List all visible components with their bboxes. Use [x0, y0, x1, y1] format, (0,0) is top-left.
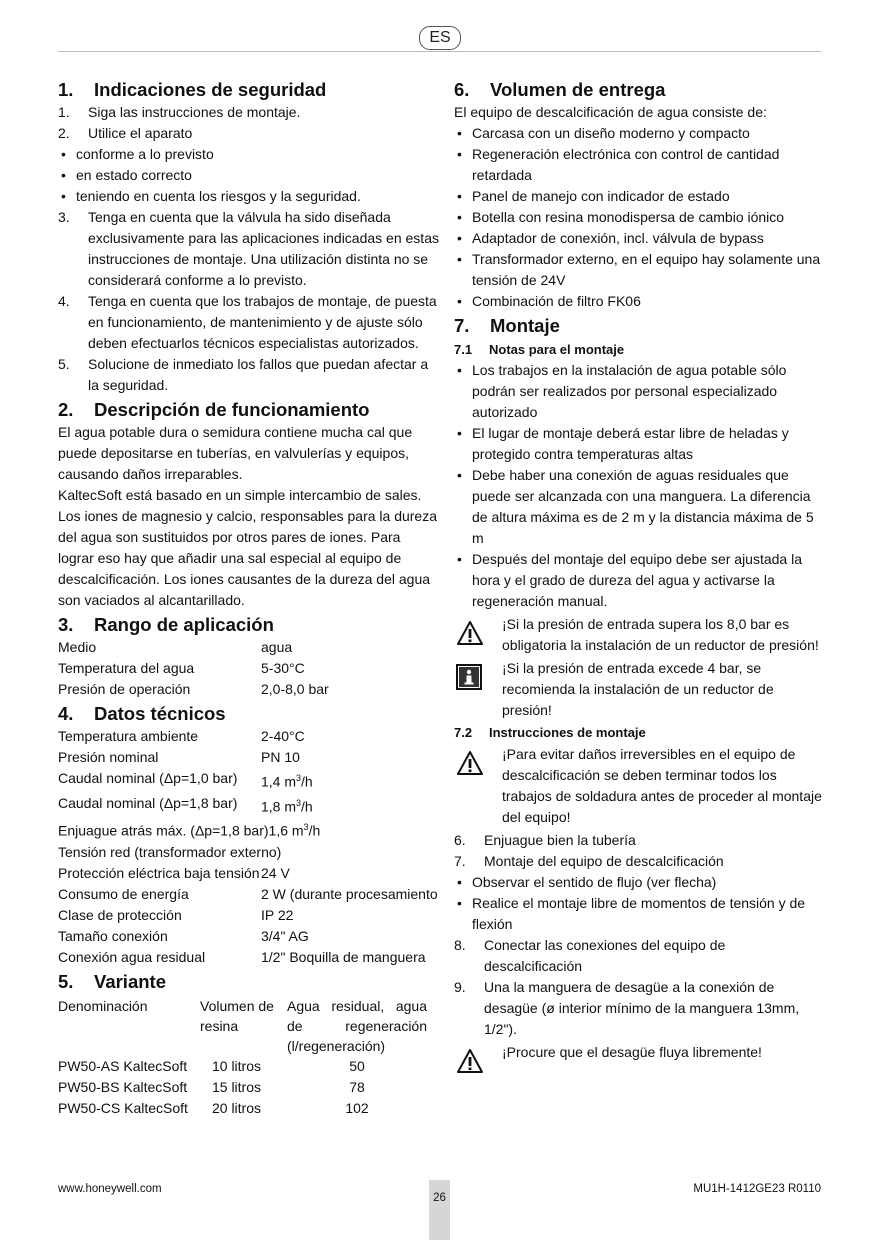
- bullet-item: • Regeneración electrónica con control de cantidad retardada: [457, 146, 780, 183]
- language-badge: ES: [419, 26, 461, 50]
- bullet-item: • Combinación de filtro FK06: [457, 293, 641, 309]
- spec-row: Conexión agua residual 1/2" Boquilla de manguera: [58, 948, 426, 965]
- bullet-item: • Botella con resina monodispersa de cambio iónico: [457, 209, 785, 225]
- column-header: Agua residual, agua de regeneración (l/regeneración): [287, 997, 427, 1054]
- warning-icon: [456, 1048, 484, 1080]
- page-number: 26: [433, 1192, 446, 1204]
- spec-row: Tensión red (transformador externo): [58, 843, 282, 860]
- section-2-heading: 2. Descripción de funcionamiento: [58, 399, 370, 420]
- spec-row: Caudal nominal (Δp=1,0 bar) 1,4 $m^3/h$: [58, 770, 313, 790]
- subsection-7-2-heading: 7.2 Instrucciones de montaje: [454, 725, 646, 740]
- list-item: 4. Tenga en cuenta que los trabajos de montaje, de puesta en funcionamiento, de mantenimiento y de ajuste sólo deben efectuarlos técnicos especialistas autorizados.: [58, 293, 437, 351]
- list-item: 9. Una la manguera de desagüe a la conexión de desagüe (ø interior mínimo de la manguera 13mm, 1/2").: [454, 979, 800, 1037]
- spec-row: Caudal nominal (Δp=1,8 bar) 1,8 $m^3/h$: [58, 794, 313, 815]
- section-1-heading: 1. Indicaciones de seguridad: [58, 79, 327, 100]
- subsection-7-1-heading: 7.1 Notas para el montaje: [454, 342, 625, 357]
- section-5-heading: 5. Variante: [58, 970, 166, 992]
- bullet-item: • Realice el montaje libre de momentos de tensión y de flexión: [457, 895, 806, 932]
- section-4-heading: 4. Datos técnicos: [58, 703, 226, 724]
- warning-note: ¡Procure que el desagüe fluya libremente!: [454, 1042, 826, 1063]
- list-item: 3. Tenga en cuenta que la válvula ha sido diseñada exclusivamente para las aplicaciones indicadas en estas instrucciones de montaje. Una utilización distinta no se considerará conforme a lo previsto.: [58, 209, 439, 288]
- section-7-heading: 7. Montaje: [454, 315, 560, 336]
- table-row: PW50-BS KaltecSoft 15 litros 78: [58, 1078, 365, 1095]
- left-column: [58, 76, 440, 1119]
- spec-row: Protección eléctrica baja tensión 24 V: [58, 864, 290, 881]
- spec-row: Medio agua: [58, 639, 293, 655]
- bullet-item: • Después del montaje del equipo debe ser ajustada la hora y el grado de dureza del agua y activarse la regeneración manual.: [457, 551, 803, 609]
- bullet-item: • Los trabajos en la instalación de agua potable sólo podrán ser realizados por personal especializado autorizado: [457, 362, 787, 420]
- warning-note: ¡Si la presión de entrada supera los 8,0 bar es obligatoria la instalación de un reductor de presión!: [454, 614, 826, 656]
- bullet-item: • Carcasa con un diseño moderno y compacto: [457, 125, 750, 141]
- paragraph: KaltecSoft está basado en un simple intercambio de sales. Los iones de magnesio y calcio, responsables para la dureza del agua son sustituidos por otros pares de iones. Para lograr eso hay que añadir una sal especial al equipo de descalcificación. Los iones causantes de la dureza del agua son vaciados al alcantarillado.: [58, 487, 438, 608]
- column-header: Denominación: [58, 997, 148, 1014]
- list-item: 6. Enjuague bien la tubería: [454, 832, 636, 848]
- bullet-item: • conforme a lo previsto: [61, 146, 214, 162]
- info-note: ¡Si la presión de entrada excede 4 bar, se recomienda la instalación de un reductor de presión!: [454, 658, 826, 721]
- bullet-item: • en estado correcto: [61, 167, 192, 183]
- list-item: 2. Utilice el aparato: [58, 125, 193, 141]
- table-row: PW50-AS KaltecSoft 10 litros 50: [58, 1057, 365, 1074]
- bullet-item: • Adaptador de conexión, incl. válvula de bypass: [457, 230, 764, 246]
- table-row: PW50-CS KaltecSoft 20 litros 102: [58, 1099, 369, 1116]
- bullet-item: • teniendo en cuenta los riesgos y la seguridad.: [61, 188, 361, 204]
- list-item: 5. Solucione de inmediato los fallos que puedan afectar a la seguridad.: [58, 356, 429, 393]
- section-6-heading: 6. Volumen de entrega: [454, 79, 666, 100]
- spec-row: Presión de operación 2,0-8,0 bar: [58, 681, 329, 697]
- warning-note: ¡Para evitar daños irreversibles en el equipo de descalcificación se deben terminar todos los trabajos de soldadura antes de proceder al montaje del equipo!: [454, 744, 826, 828]
- list-item: 1. Siga las instrucciones de montaje.: [58, 104, 301, 120]
- spec-row: Clase de protección IP 22: [58, 906, 294, 923]
- page-number-tab: [429, 1180, 450, 1240]
- bullet-item: • Panel de manejo con indicador de estado: [457, 188, 730, 204]
- variant-table-header: [58, 996, 440, 1056]
- warning-icon: [456, 620, 484, 652]
- bullet-item: • El lugar de montaje deberá estar libre de heladas y protegido contra temperaturas altas: [457, 425, 789, 462]
- spec-row: Enjuague atrás máx. (Δp=1,8 bar)1,6 $m^3/h$: [58, 822, 321, 839]
- column-header: Volumen de resina: [200, 997, 274, 1034]
- info-icon: [456, 664, 482, 696]
- right-column: [454, 76, 826, 1065]
- spec-row: Consumo de energía 2 W (durante procesamiento: [58, 885, 438, 902]
- header-rule: [58, 51, 821, 52]
- warning-icon: [456, 750, 484, 782]
- footer-website: www.honeywell.com: [58, 1183, 162, 1195]
- bullet-item: • Debe haber una conexión de aguas residuales que puede ser alcanzada con una manguera. La diferencia de altura máxima es de 2 m y la distancia máxima de 5 m: [457, 467, 814, 546]
- paragraph: El equipo de descalcificación de agua consiste de:: [454, 104, 767, 120]
- bullet-item: • Observar el sentido de flujo (ver flecha): [457, 874, 717, 890]
- spec-row: Presión nominal PN 10: [58, 749, 300, 765]
- footer-document-id: MU1H-1412GE23 R0110: [693, 1183, 821, 1195]
- bullet-item: • Transformador externo, en el equipo hay solamente una tensión de 24V: [457, 251, 821, 288]
- section-3-heading: 3. Rango de aplicación: [58, 614, 274, 635]
- spec-row: Tamaño conexión 3/4" AG: [58, 927, 309, 944]
- spec-row: Temperatura ambiente 2-40°C: [58, 728, 305, 744]
- list-item: 7. Montaje del equipo de descalcificación: [454, 853, 724, 869]
- list-item: 8. Conectar las conexiones del equipo de descalcificación: [454, 937, 726, 974]
- paragraph: El agua potable dura o semidura contiene mucha cal que puede depositarse en tuberías, en valvulerías y equipos, causando daños irreparables.: [58, 424, 413, 482]
- spec-row: Temperatura del agua 5-30°C: [58, 660, 305, 676]
